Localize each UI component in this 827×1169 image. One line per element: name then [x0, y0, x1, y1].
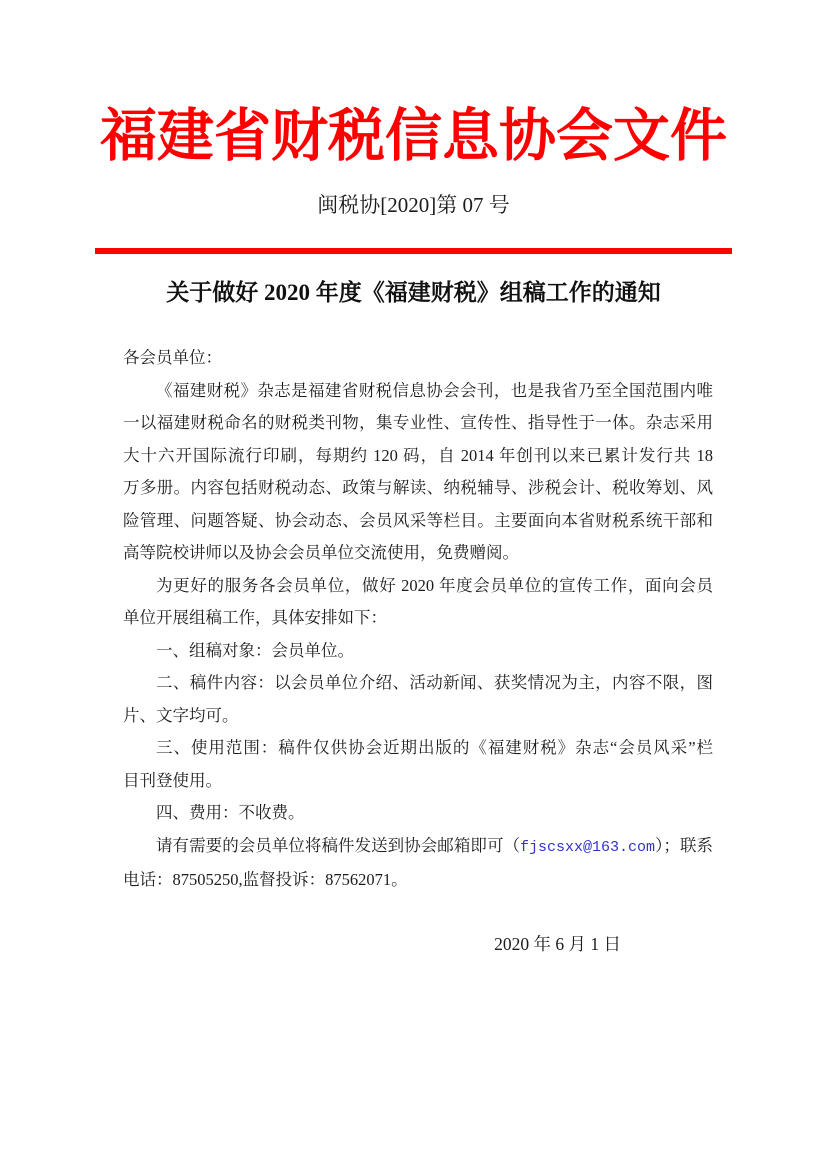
- body-line: 片、文字均可。: [123, 705, 239, 725]
- body-line: 一以福建财税命名的财税类刊物，集专业性、宣传性、指导性于一体。杂志采用: [123, 413, 713, 432]
- org-letterhead-title: 福建省财税信息协会文件: [100, 104, 727, 168]
- notice-body: [123, 342, 713, 897]
- issue-date: 2020 年 6 月 1 日: [494, 934, 621, 954]
- body-text-segment: ）；联系: [655, 835, 713, 855]
- letterhead-divider-rule: [95, 248, 732, 254]
- body-line: [123, 830, 713, 865]
- body-line: 各会员单位：: [123, 348, 222, 367]
- notice-title: 关于做好 2020 年度《福建财税》组稿工作的通知: [166, 280, 661, 305]
- body-line: 目刊登使用。: [123, 770, 222, 790]
- body-line: 三、使用范围：稿件仅供协会近期出版的《福建财税》杂志“会员风采”栏: [156, 738, 713, 757]
- body-line: 万多册。内容包括财税动态、政策与解读、纳税辅导、涉税会计、税收筹划、风: [123, 478, 713, 497]
- email-link[interactable]: fjscsxx@163.com: [520, 838, 656, 856]
- body-line: 大十六开国际流行印刷，每期约 120 码，自 2014 年创刊以来已累计发行共 18: [123, 445, 713, 465]
- body-line: 四、费用：不收费。: [156, 803, 305, 822]
- document-number: 闽税协[2020]第 07 号: [317, 193, 510, 217]
- body-line: 单位开展组稿工作，具体安排如下：: [123, 608, 387, 627]
- body-line: 二、稿件内容：以会员单位介绍、活动新闻、获奖情况为主，内容不限，图: [156, 673, 713, 692]
- body-line: 高等院校讲师以及协会会员单位交流使用，免费赠阅。: [123, 543, 519, 562]
- body-line: 电话：87505250,监督投诉：87562071。: [123, 870, 408, 889]
- body-text-segment: 请有需要的会员单位将稿件发送到协会邮箱即可（: [156, 835, 521, 855]
- body-line: 一、组稿对象：会员单位。: [156, 640, 354, 660]
- body-line: 《福建财税》杂志是福建省财税信息协会会刊，也是我省乃至全国范围内唯: [156, 380, 713, 400]
- body-line: 为更好的服务各会员单位，做好 2020 年度会员单位的宣传工作，面向会员: [156, 575, 713, 595]
- body-line: 险管理、问题答疑、协会动态、会员风采等栏目。主要面向本省财税系统干部和: [123, 510, 713, 530]
